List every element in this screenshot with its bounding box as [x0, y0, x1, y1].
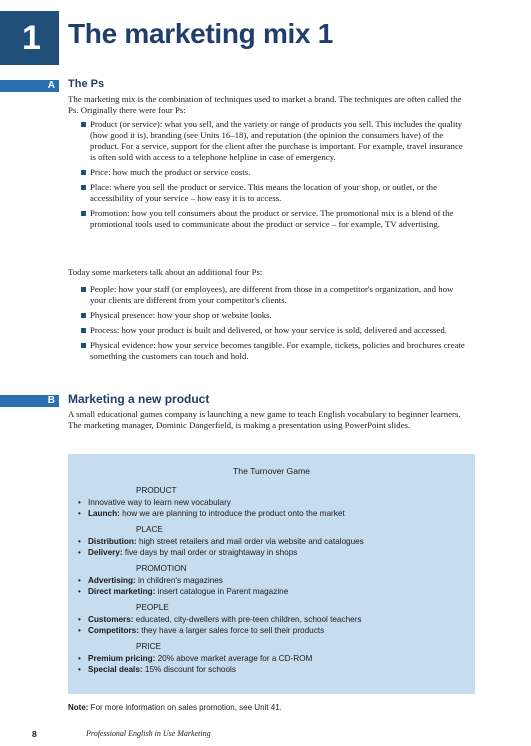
section-a-intro: The marketing mix is the combination of techniques used to market a brand. The techniques are often called the Ps. Originally there were four Ps: [68, 94, 462, 115]
slide-group-heading: PROMOTION [136, 564, 187, 573]
slide-item-term: Direct marketing: [88, 587, 156, 596]
slide-item-term: Launch: [88, 509, 120, 518]
list-item-text: how your staff (or employees), are different from those in a competitor's organization, and how your clients are different from your competitor's clients. [90, 284, 454, 305]
list-item-term: Physical presence: [90, 310, 156, 320]
section-b-marker [0, 395, 59, 407]
section-a-letter: A [47, 80, 55, 91]
slide-group-list [76, 497, 471, 519]
list-item-term: Process: [90, 325, 120, 335]
extra-ps-list [68, 284, 468, 366]
slide-item-text: 15% discount for schools [142, 665, 236, 674]
list-item-term: Physical evidence: [90, 340, 156, 350]
slide-item-text: high street retailers and mail order via website and catalogues [136, 537, 364, 546]
list-item-text: how much the product or service costs. [110, 167, 251, 177]
unit-number-badge [0, 11, 59, 65]
slide-list-item [76, 547, 471, 558]
slide-list-item [76, 586, 471, 597]
slide-group-list [76, 653, 471, 675]
powerpoint-slide [68, 454, 475, 694]
slide-list-item [76, 575, 471, 586]
section-b-intro: A small educational games company is launching a new game to teach English vocabulary to beginner learners. The marketing manager, Dominic Dangerfield, is making a presentation using PowerPoint slides. [68, 409, 461, 430]
slide-item-term: Delivery: [88, 548, 123, 557]
slide-item-term: Advertising: [88, 576, 136, 585]
slide-item-text: how we are planning to introduce the product onto the market [119, 509, 345, 518]
unit-title: The marketing mix 1 [68, 18, 334, 49]
slide-item-term: Premium pricing: [88, 654, 156, 663]
section-a-marker [0, 80, 59, 92]
list-item-text: how you tell consumers about the product or service. The promotional mix is a blend of the promotional tools used to communicate about the product or service – for example, TV advertising. [90, 208, 454, 229]
slide-item-text: they have a larger sales force to sell their products [138, 626, 325, 635]
section-b-letter: B [47, 395, 55, 406]
slide-item-term: Distribution: [88, 537, 137, 546]
list-item-term: Product (or service): [90, 119, 163, 129]
list-item-text: how your product is built and delivered, or how your service is sold, delivered and accessed. [119, 325, 447, 335]
list-item [68, 325, 468, 336]
list-item-term: Place: [90, 182, 112, 192]
slide-item-term: Special deals: [88, 665, 143, 674]
list-item [68, 167, 468, 178]
list-item [68, 284, 468, 306]
list-item [68, 119, 468, 163]
list-item [68, 182, 468, 204]
slide-group-heading: PRICE [136, 642, 162, 651]
slide-list-item [76, 536, 471, 547]
slide-group-list [76, 575, 471, 597]
unit-number: 1 [22, 18, 41, 57]
slide-item-text: 20% above market average for a CD-ROM [155, 654, 313, 663]
section-a-title: The Ps [68, 78, 105, 90]
slide-list-item [76, 614, 471, 625]
list-item [68, 340, 468, 362]
slide-group-list [76, 536, 471, 558]
slide-item-term: Customers: [88, 615, 134, 624]
slide-group-heading: PEOPLE [136, 603, 169, 612]
list-item-term: Price: [90, 167, 111, 177]
slide-item-term: Competitors: [88, 626, 139, 635]
slide-list-item [76, 653, 471, 664]
slide-item-text: insert catalogue in Parent magazine [155, 587, 289, 596]
slide-item-text: Innovative way to learn new vocabulary [88, 498, 231, 507]
list-item [68, 310, 468, 321]
list-item [68, 208, 468, 230]
slide-item-text: in children's magazines [135, 576, 223, 585]
list-item-text: how your service becomes tangible. For example, tickets, policies and brochures create something the customers can touch and hold. [90, 340, 465, 361]
four-ps-list [68, 119, 468, 234]
list-item-term: Promotion: [90, 208, 130, 218]
slide-group-list [76, 614, 471, 636]
slide-title: The Turnover Game [233, 466, 310, 476]
section-a-bridge: Today some marketers talk about an additional four Ps: [68, 267, 263, 277]
book-title: Professional English in Use Marketing [86, 729, 211, 738]
note-text: For more information on sales promotion, see Unit 41. [88, 703, 282, 712]
slide-item-text: five days by mail order or straightaway in shops [122, 548, 298, 557]
note-label: Note: [68, 703, 89, 712]
list-item-text: where you sell the product or service. This means the location of your shop, or outlet, or the accessibility of your service – how easy it is to access. [90, 182, 437, 203]
section-b-title: Marketing a new product [68, 392, 210, 406]
slide-list-item [76, 508, 471, 519]
slide-list-item [76, 497, 471, 508]
slide-group-heading: PLACE [136, 525, 163, 534]
list-item-text: what you sell, and the variety or range of products you sell. This includes the quality (how good it is), branding (see Units 16–18), and reputation (the opinion the consumers have) of the product. For a service, support for the client after the purchase is important. For example, travel insurance is often sold with access to a telephone helpline in case of emergency. [90, 119, 463, 162]
slide-list-item [76, 664, 471, 675]
slide-group-heading: PRODUCT [136, 486, 177, 495]
note [68, 703, 282, 712]
list-item-term: People: [90, 284, 117, 294]
slide-list-item [76, 625, 471, 636]
list-item-text: how your shop or website looks. [155, 310, 272, 320]
page-number: 8 [32, 729, 37, 739]
slide-item-text: educated, city-dwellers with pre-teen children, school teachers [133, 615, 362, 624]
